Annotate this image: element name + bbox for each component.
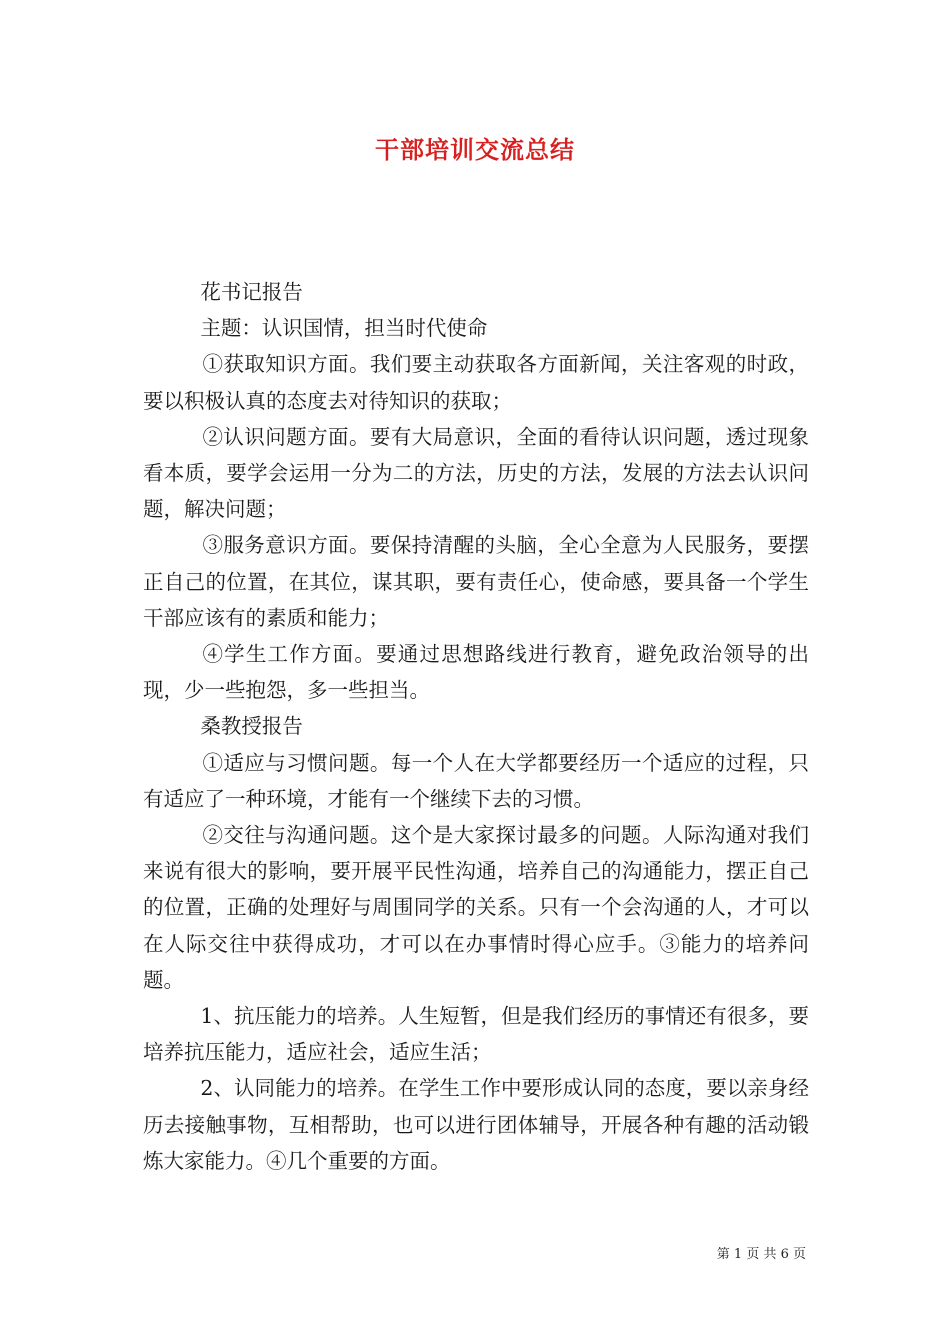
document-title: 干部培训交流总结	[375, 135, 575, 164]
document-body	[143, 274, 809, 1179]
section-heading-sang: 桑教授报告	[200, 714, 303, 739]
paragraph-communication: ②交往与沟通问题。这个是大家探讨最多的问题。人际沟通对我们来说有很大的影响，要开展平民性沟通，培养自己的沟通能力，摆正自己的位置，正确的处理好与周围同学的关系。只有一个会沟通的人，才可以在人际交往中获得成功，才可以在办事情时得心应手。③能力的培养问题。	[143, 823, 809, 992]
paragraph-knowledge: ①获取知识方面。我们要主动获取各方面新闻，关注客观的时政，要以积极认真的态度去对待知识的获取；	[143, 352, 809, 413]
paragraph-service: ③服务意识方面。要保持清醒的头脑，全心全意为人民服务，要摆正自己的位置，在其位，谋其职，要有责任心，使命感，要具备一个学生干部应该有的素质和能力；	[143, 533, 809, 630]
paragraph-student-work: ④学生工作方面。要通过思想路线进行教育，避免政治领导的出现，少一些抱怨，多一些担当。	[143, 642, 809, 703]
section-heading-hua: 花书记报告	[200, 280, 303, 304]
paragraph-pressure: 1、抗压能力的培养。人生短暂，但是我们经历的事情还有很多，要培养抗压能力，适应社会，适应生活；	[143, 1004, 809, 1065]
paragraph-understanding: ②认识问题方面。要有大局意识，全面的看待认识问题，透过现象看本质，要学会运用一分为二的方法，历史的方法，发展的方法去认识问题，解决问题；	[143, 424, 809, 522]
paragraph-recognition: 2、认同能力的培养。在学生工作中要形成认同的态度，要以亲身经历去接触事物，互相帮助，也可以进行团体辅导，开展各种有趣的活动锻炼大家能力。④几个重要的方面。	[143, 1076, 809, 1173]
page-number: 第 1 页 共 6 页	[716, 1247, 806, 1262]
paragraph-adaptation: ①适应与习惯问题。每一个人在大学都要经历一个适应的过程，只有适应了一种环境，才能有一个继续下去的习惯。	[143, 750, 809, 811]
topic-line: 主题：认识国情，担当时代使命	[200, 316, 488, 341]
